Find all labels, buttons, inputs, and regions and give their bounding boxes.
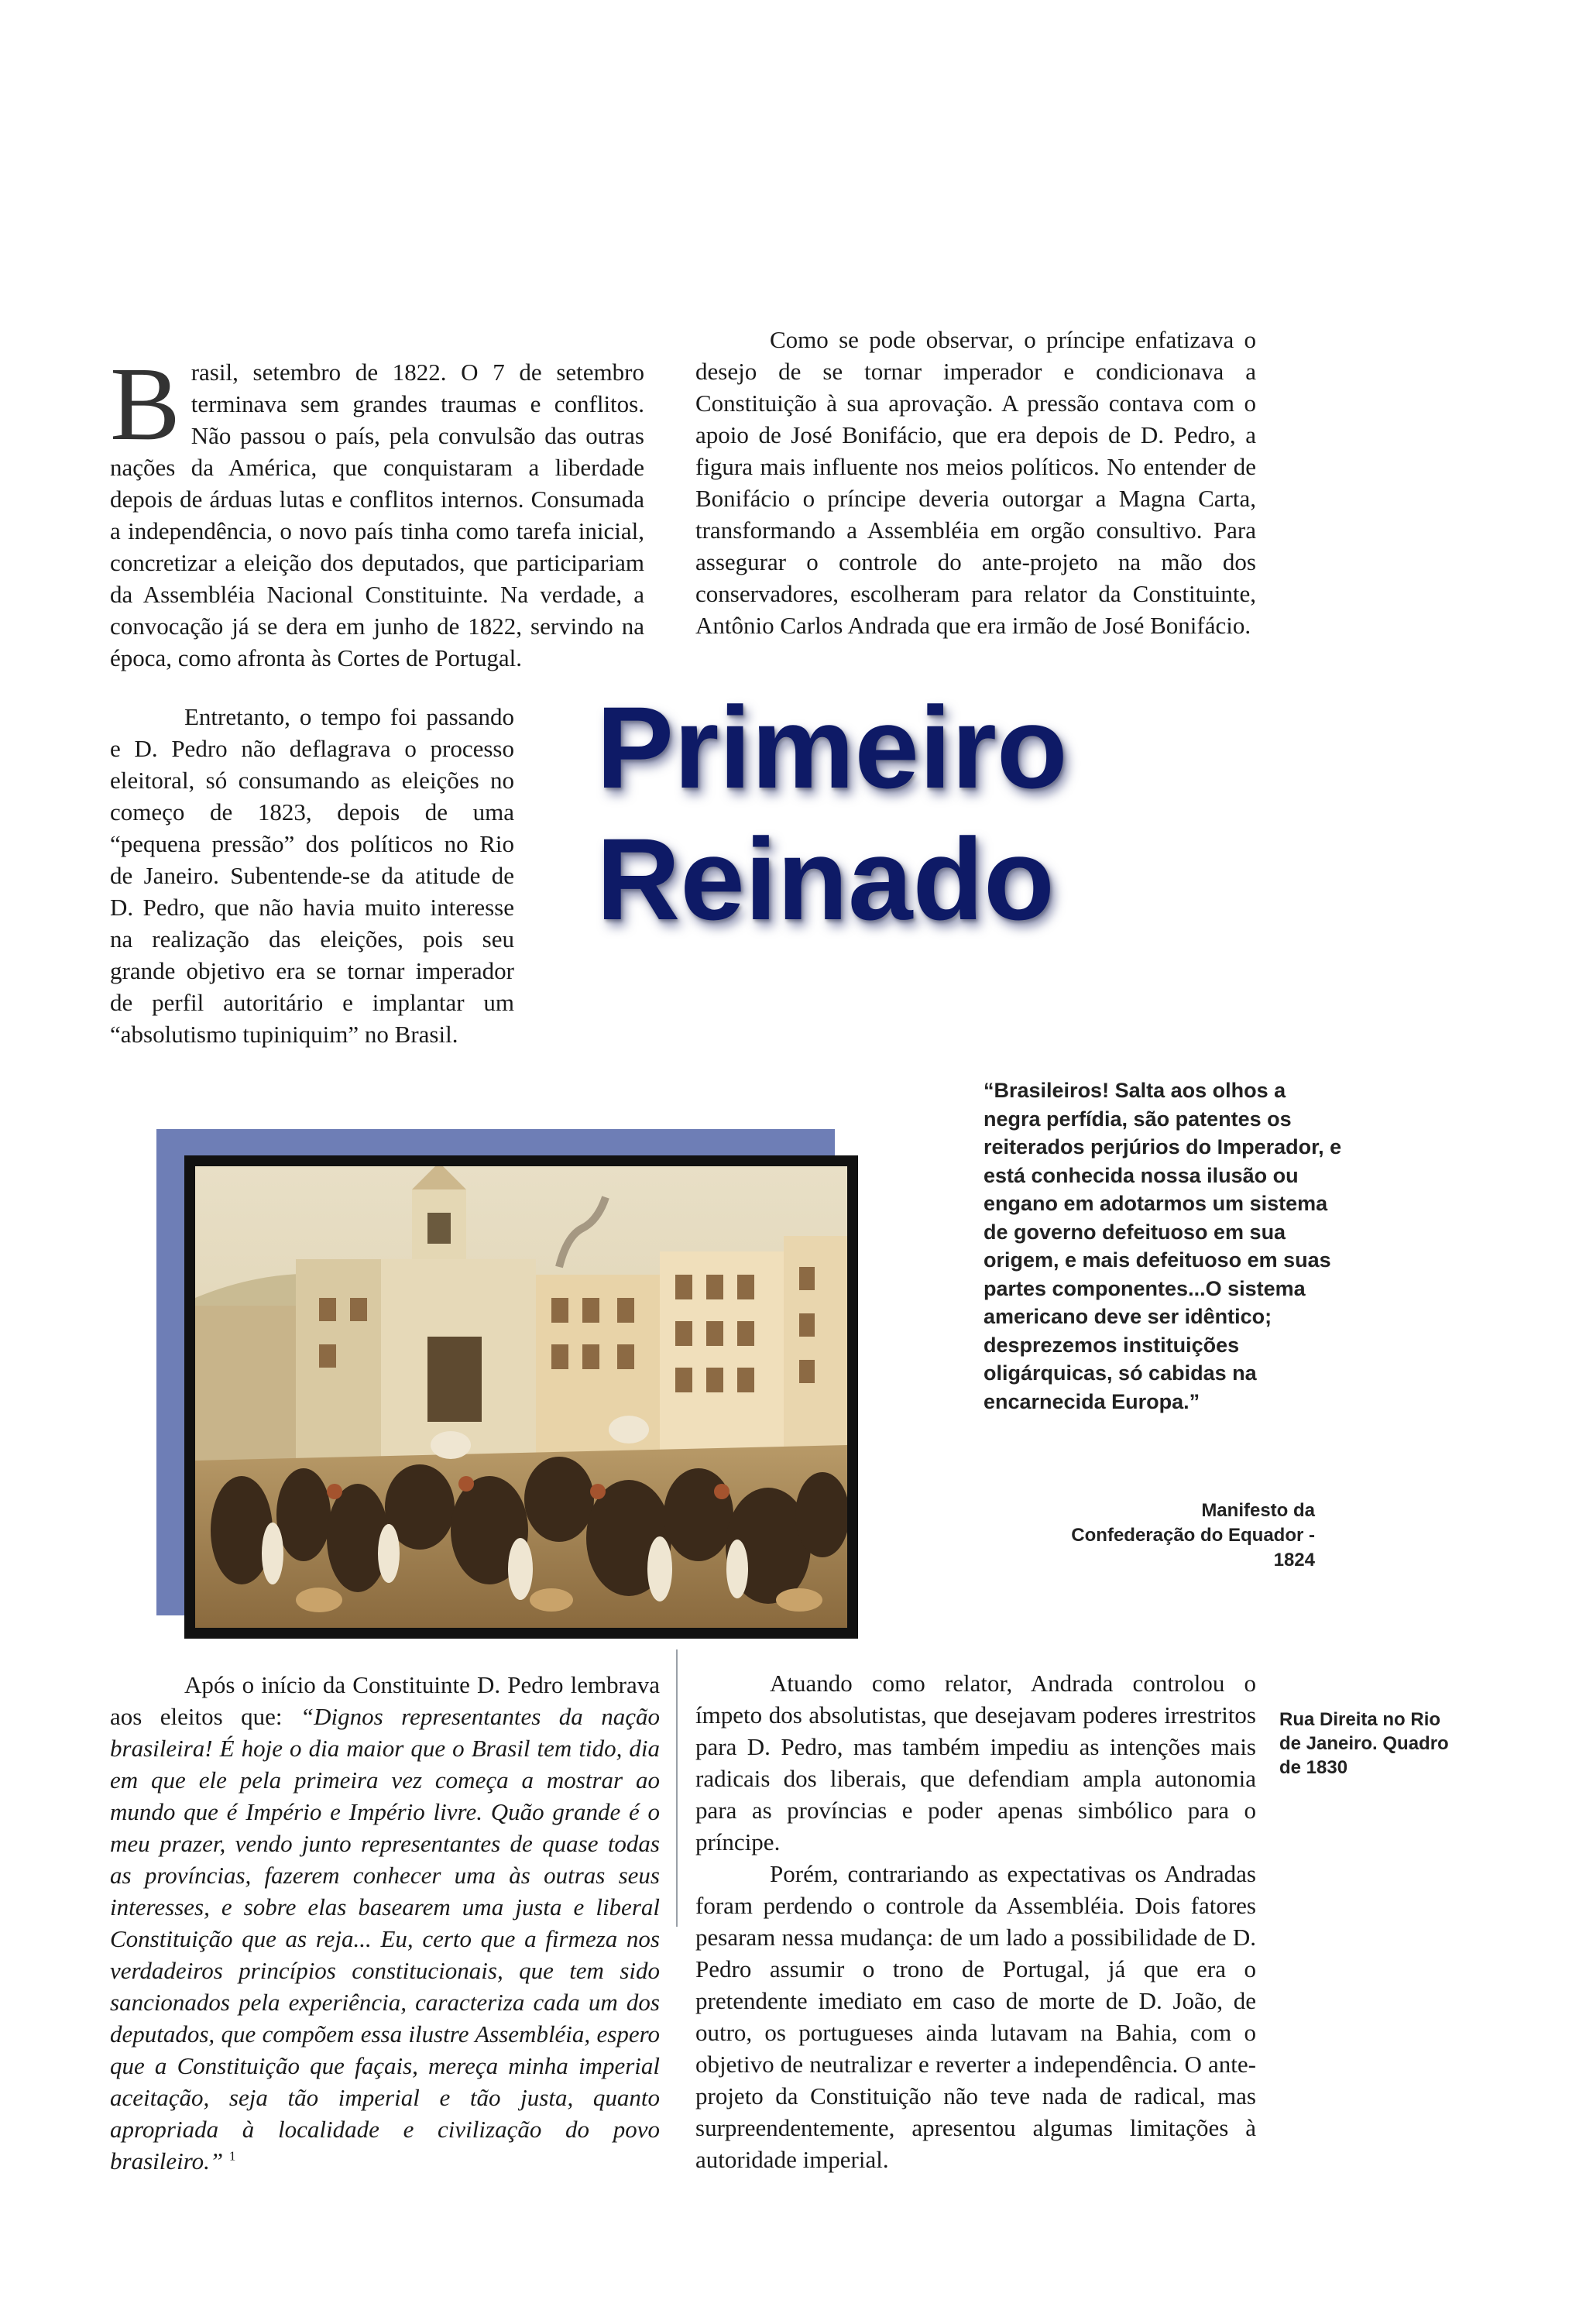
footnote-marker: 1 (228, 2148, 236, 2164)
title-line-2: Reinado (596, 814, 1055, 944)
street-scene-painting (195, 1166, 847, 1628)
quote-source-line: Manifesto da (1201, 1500, 1315, 1521)
bottom-right-paragraph-1: Atuando como relator, Andrada controlou o ímpeto dos absolutistas, que desejavam poderes irrestritos para D. Pedro, mas também impediu as intenções mais radicais dos liberais, que defendiam ampla autonomia para as províncias e poder apenas simbólico para o príncipe. (695, 1670, 1256, 1855)
quote-source-line: Confederação do Equador - (1071, 1525, 1315, 1546)
bottom-left-lead: Após o início da Constituinte D. Pedro lembrava aos eleitos que: (110, 1671, 660, 1730)
quote-source-line: 1824 (1273, 1550, 1315, 1571)
right-top-paragraph: Como se pode observar, o príncipe enfatizava o desejo de se tornar imperador e condicionava a Constituição à sua aprovação. A pressão contava com o apoio de José Bonifácio, que era depois de D. Pedro, a figura mais influente nos meios políticos. No entender de Bonifácio o príncipe deveria outorgar a Magna Carta, transformando a Assembléia em orgão consultivo. Para assegurar o controle do ante-projeto na mão dos conservadores, escolheram para relator da Constituinte, Antônio Carlos Andrada que era irmão de José Bonifácio. (695, 326, 1256, 639)
painting-figure (184, 1155, 858, 1639)
intro-second-paragraph: Entretanto, o tempo foi passando e D. Pedro não deflagrava o processo eleitoral, só consumando as eleições no começo de 1823, depois de uma “pequena pressão” dos políticos no Rio de Janeiro. Subentende-se da atitude de D. Pedro, que não havia muito interesse na realização das eleições, pois seu grande objetivo era se tornar imperador de perfil autoritário e implantar um “absolutismo tupiniquim” no Brasil. (110, 703, 514, 1048)
figure-caption: Rua Direita no Rio de Janeiro. Quadro de 1830 (1279, 1709, 1449, 1778)
bottom-left-paragraph (110, 1669, 660, 2177)
bottom-left-column (110, 1669, 660, 2177)
intro-narrow-column (110, 701, 514, 1050)
page-title (596, 681, 1185, 945)
bottom-right-column (695, 1667, 1256, 2175)
quote-source (1022, 1498, 1315, 1573)
column-divider (676, 1649, 678, 1927)
pull-quote: “Brasileiros! Salta aos olhos a negra perfídia, são patentes os reiterados perjúrios do Imperador, e está conhecida nossa ilusão ou engano em adotarmos um sistema de governo defeituoso em sua origem, e mais defeituoso em suas partes componentes...O sistema americano deve ser idêntico; desprezemos instituições oligárquicas, só cabidas na encarnecida Europa.” (984, 1079, 1342, 1413)
bottom-right-paragraph-2: Porém, contrariando as expectativas os Andradas foram perdendo o controle da Assembléia. Dois fatores pesaram nessa mudança: de um lado a possibilidade de D. Pedro assumir o trono de Portugal, já que era o pretendente imediato em caso de morte de D. João, de outro, os portugueses ainda lutavam na Bahia, com o objetivo de neutralizar e reverter a independência. O ante-projeto da Constituição não teve nada de radical, mas surpreendentemente, apresentou algumas limitações à autoridade imperial. (695, 1860, 1256, 2173)
right-top-column (695, 324, 1256, 641)
intro-column (110, 346, 644, 674)
intro-paragraph (110, 346, 644, 674)
drop-cap: B (110, 346, 180, 462)
intro-text: rasil, setembro de 1822. O 7 de setembro terminava sem grandes traumas e conflitos. Não passou o país, pela convulsão das outras nações da América, que conquistaram a liberdade depois de árduas lutas e conflitos internos. Consumada a independência, o novo país tinha como tarefa inicial, concretizar a eleição dos deputados, que participariam da Assembléia Nacional Constituinte. Na verdade, a convocação já se dera em junho de 1822, servindo na época, como afronta às Cortes de Portugal. (110, 359, 644, 671)
bottom-left-quote: “Dignos representantes da nação brasileira! É hoje o dia maior que o Brasil tem tido, dia em que ele pela primeira vez começa a mostrar ao mundo que é Império e Império livre. Quão grande é o meu prazer, vendo junto representantes de quase todas as províncias, fazerem conhecer uma às outras seus interesses, e sobre elas basearem uma justa e liberal Constituição que as reja... Eu, certo que a firmeza nos verdadeiros princípios constitucionais, que tem sido sancionados pela experiência, caracteriza cada um dos deputados, que compõem essa ilustre Assembléia, espero que a Constituição que façais, mereça minha imperial aceitação, seja tão imperial e tão justa, quanto apropriada à localidade e civilização do povo brasileiro.” (110, 1703, 660, 2175)
title-line-1: Primeiro (596, 682, 1068, 812)
